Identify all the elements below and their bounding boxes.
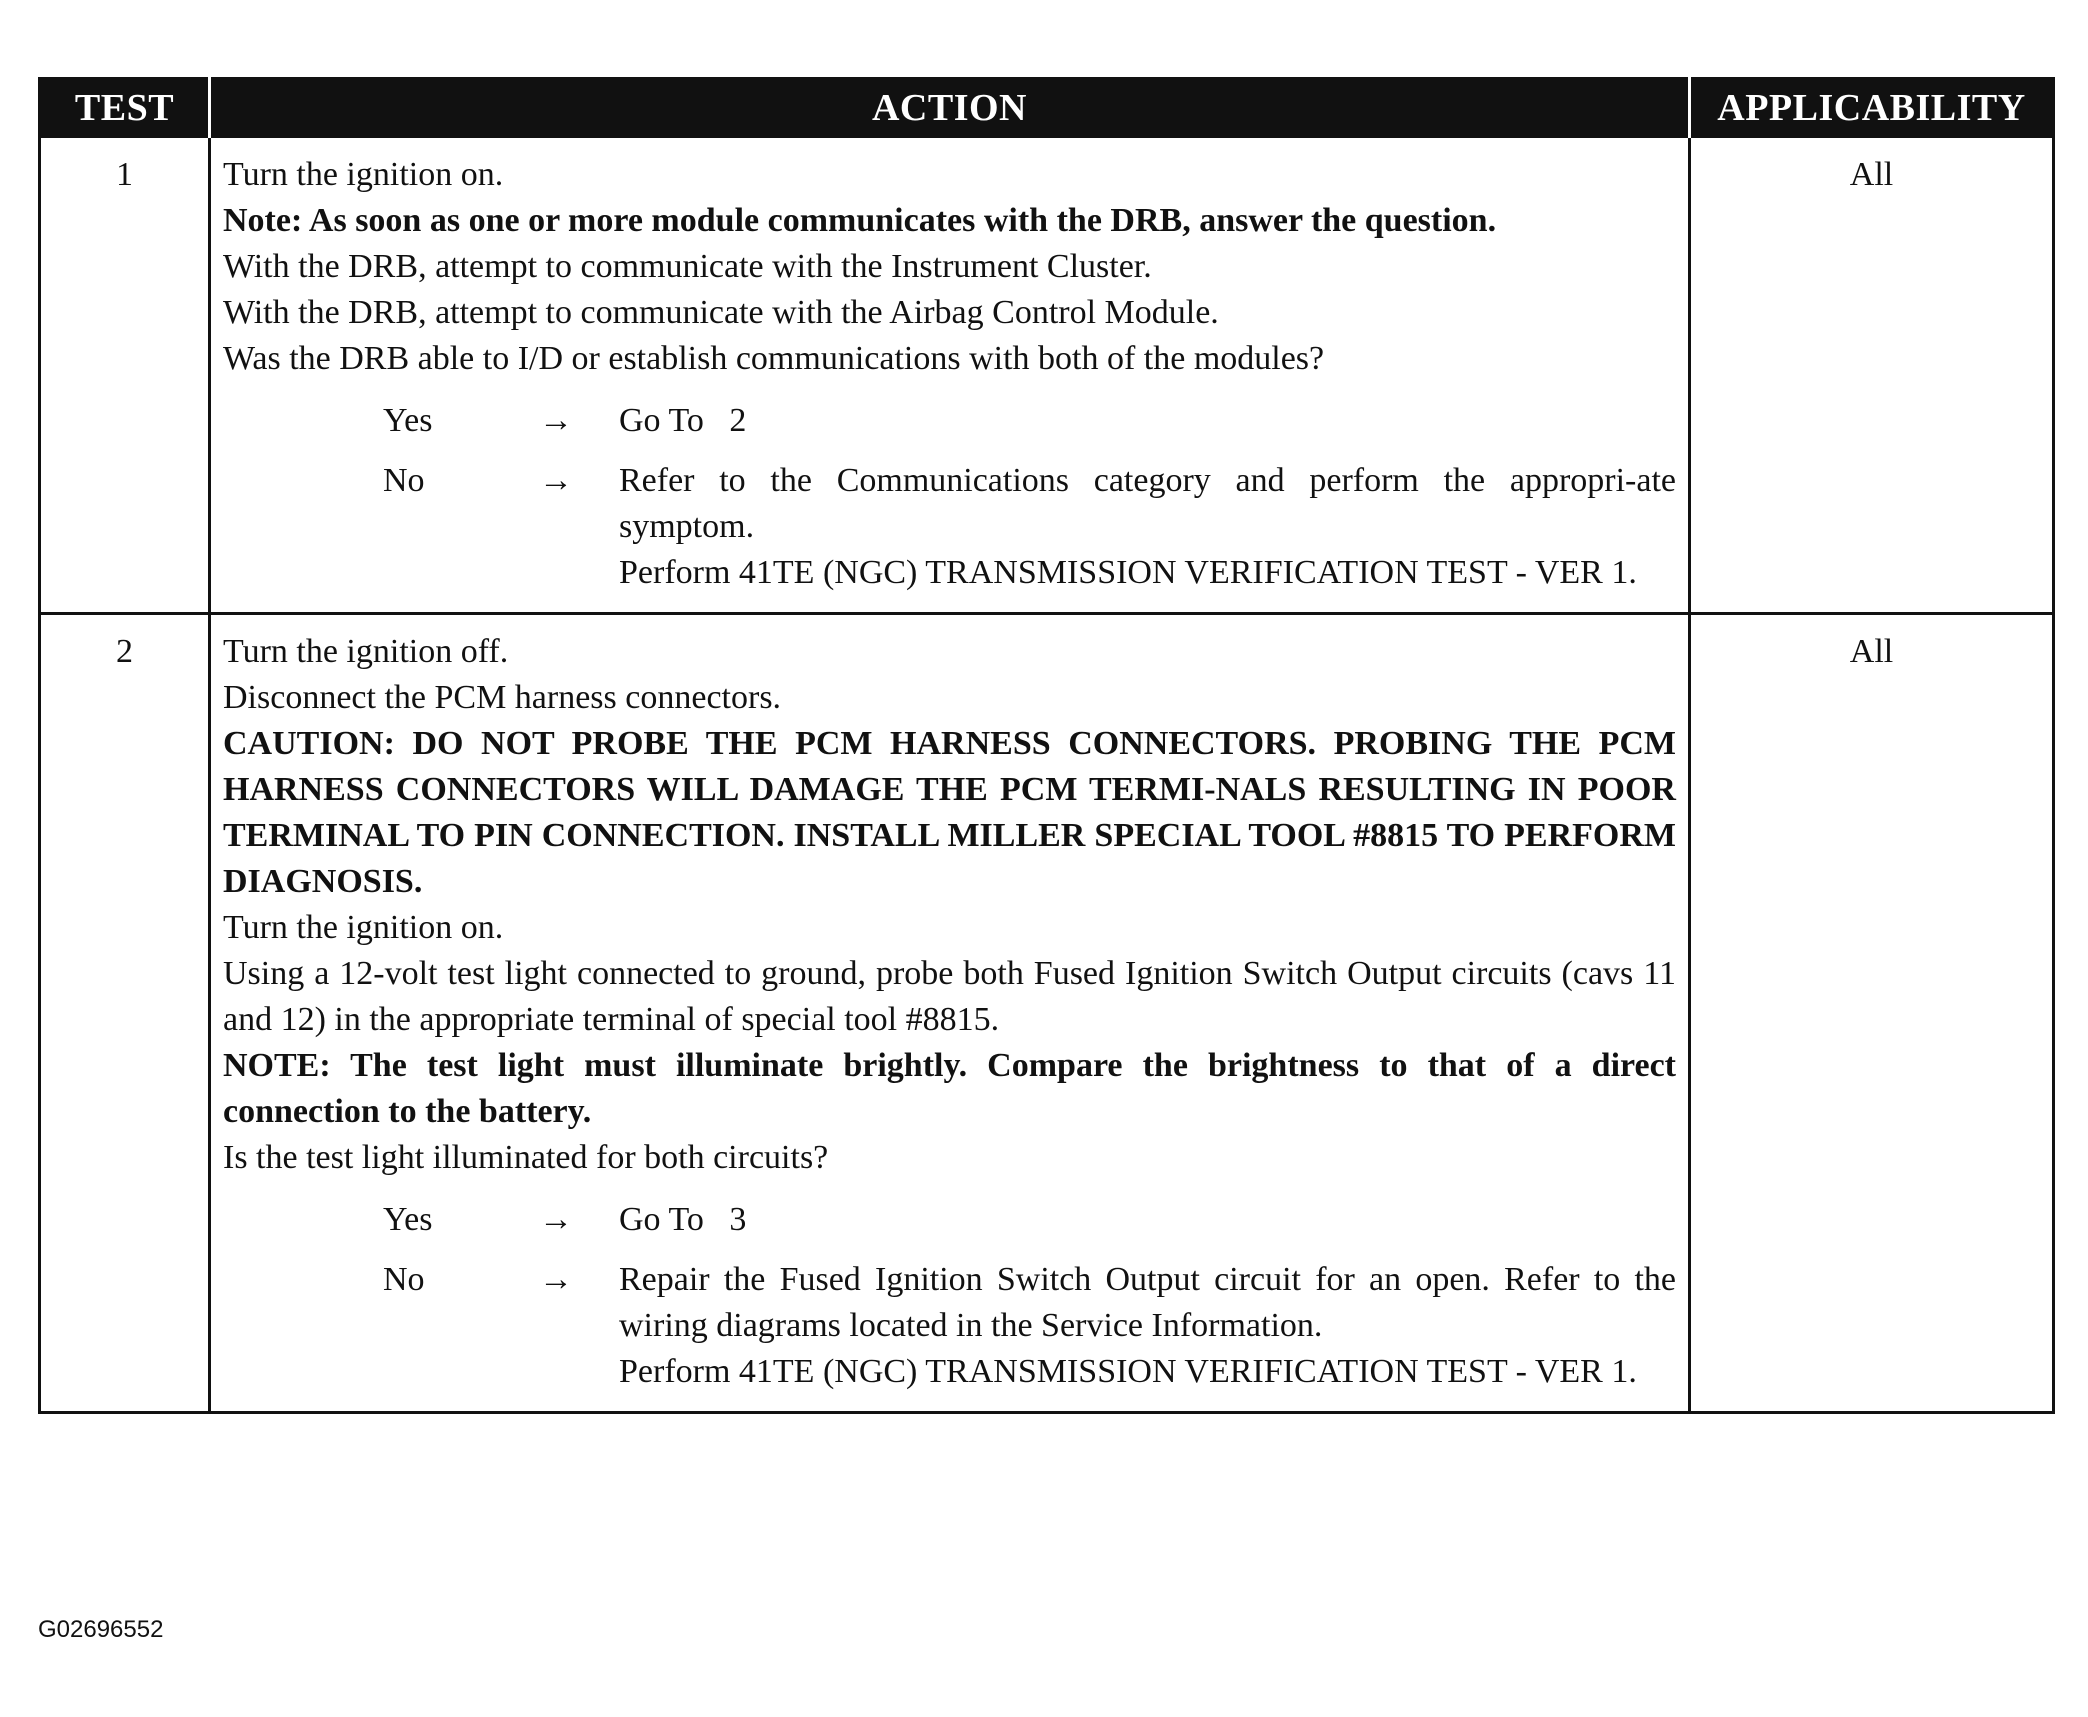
- header-applicability: APPLICABILITY: [1690, 79, 2054, 137]
- table-row: [40, 137, 2054, 614]
- right-arrow-icon: →: [539, 462, 573, 499]
- result-line: Go To 2: [619, 402, 747, 439]
- note-text: NOTE: The test light must illuminate brightly. Compare the brightness to that of a direct connection to the battery.: [223, 1047, 1676, 1130]
- table-header-row: [40, 79, 2054, 137]
- no-result: [619, 458, 1676, 596]
- applicability-value: All: [1690, 614, 2054, 1413]
- step-text: With the DRB, attempt to communicate with the Airbag Control Module.: [223, 294, 1219, 331]
- answer-block: [223, 398, 1676, 596]
- step-text: With the DRB, attempt to communicate with the Instrument Cluster.: [223, 248, 1152, 285]
- note-text: Note: As soon as one or more module communicates with the DRB, answer the question.: [223, 202, 1497, 239]
- right-arrow-icon: →: [539, 1201, 573, 1238]
- yes-answer: [223, 398, 1676, 444]
- header-action: ACTION: [210, 79, 1690, 137]
- result-line: Go To 3: [619, 1201, 747, 1238]
- result-line: Refer to the Communications category and perform the appropri-ate symptom.: [619, 462, 1676, 545]
- step-text: Disconnect the PCM harness connectors.: [223, 679, 782, 716]
- no-label: No: [383, 462, 425, 499]
- no-answer: [223, 458, 1676, 596]
- step-text: Turn the ignition off.: [223, 633, 509, 670]
- yes-result: [619, 1197, 1676, 1243]
- yes-label: Yes: [383, 1201, 433, 1238]
- yes-answer: [223, 1197, 1676, 1243]
- answer-block: [223, 1197, 1676, 1395]
- applicability-value: All: [1690, 137, 2054, 614]
- result-line: Repair the Fused Ignition Switch Output circuit for an open. Refer to the wiring diagrams located in the Service Information.: [619, 1261, 1676, 1344]
- no-answer: [223, 1257, 1676, 1395]
- test-number: 2: [40, 614, 210, 1413]
- step-text: Using a 12-volt test light connected to ground, probe both Fused Ignition Switch Output circuits (cavs 11 and 12) in the appropriate terminal of special tool #8815.: [223, 955, 1676, 1038]
- yes-result: [619, 398, 1676, 444]
- question-text: Was the DRB able to I/D or establish communications with both of the modules?: [223, 340, 1325, 377]
- no-result: [619, 1257, 1676, 1395]
- action-cell: [210, 137, 1690, 614]
- header-test: TEST: [40, 79, 210, 137]
- step-text: Turn the ignition on.: [223, 909, 504, 946]
- step-text: Turn the ignition on.: [223, 156, 504, 193]
- diagnostic-test-table: [38, 77, 2055, 1414]
- test-number: 1: [40, 137, 210, 614]
- diagnostic-table-container: [38, 77, 2052, 1414]
- result-line: Perform 41TE (NGC) TRANSMISSION VERIFICATION TEST - VER 1.: [619, 554, 1637, 591]
- caution-text: CAUTION: DO NOT PROBE THE PCM HARNESS CONNECTORS. PROBING THE PCM HARNESS CONNECTORS WILL DAMAGE THE PCM TERMI-NALS RESULTING IN POOR TERMINAL TO PIN CONNECTION. INSTALL MILLER SPECIAL TOOL #8815 TO PERFORM DIAGNOSIS.: [223, 725, 1676, 900]
- figure-code: G02696552: [38, 1616, 164, 1643]
- yes-label: Yes: [383, 402, 433, 439]
- right-arrow-icon: →: [539, 1261, 573, 1298]
- no-label: No: [383, 1261, 425, 1298]
- table-row: [40, 614, 2054, 1413]
- result-line: Perform 41TE (NGC) TRANSMISSION VERIFICATION TEST - VER 1.: [619, 1353, 1637, 1390]
- action-cell: [210, 614, 1690, 1413]
- question-text: Is the test light illuminated for both circuits?: [223, 1139, 829, 1176]
- right-arrow-icon: →: [539, 402, 573, 439]
